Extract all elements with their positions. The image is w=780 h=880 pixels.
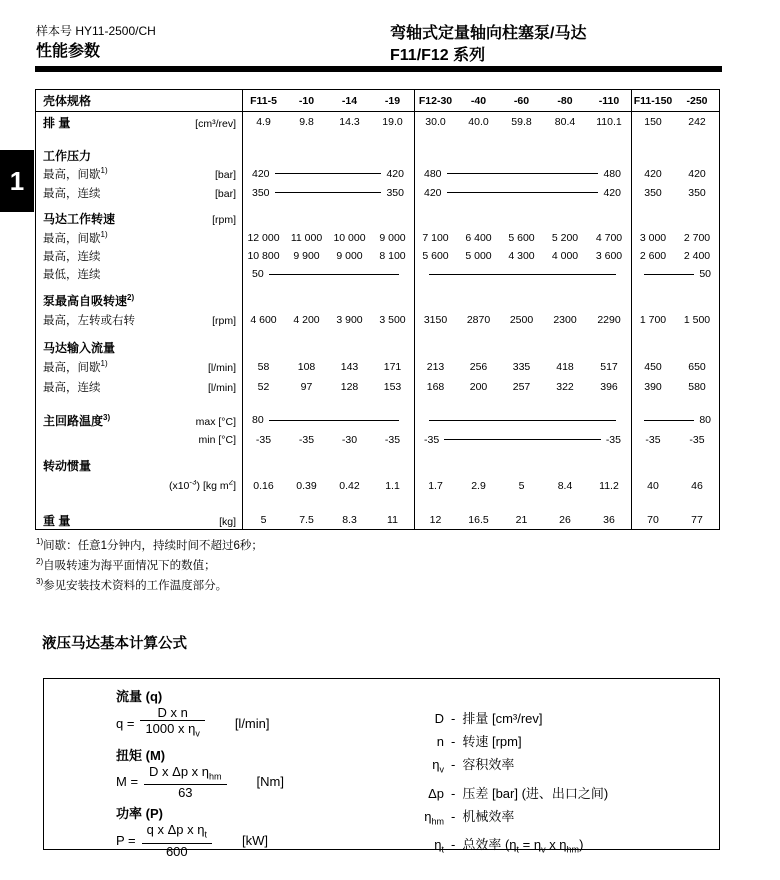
table-cell: 36 [603,514,615,526]
table-cell: 335 [512,361,531,373]
table-cell: 322 [556,380,574,393]
product-title: 弯轴式定量轴向柱塞泵/马达 [390,25,587,42]
table-cell: -30 [341,433,358,446]
table-cell: 213 [426,361,445,373]
range-line [269,420,399,421]
table-cell: 11 000 [290,231,323,244]
formulas-box [43,678,720,859]
formula-heading: 流量 (q) [116,689,163,704]
row-unit: (x10$^{-3}$) [kg m$^2$] [168,480,236,492]
page-title: 性能参数 [36,43,101,60]
table-cell: 8.4 [557,480,573,492]
table-header-cell: -110 [598,94,620,107]
table-cell: 168 [426,380,445,393]
table-cell: -35 [298,433,315,446]
table-cell: 10 000 [333,231,366,244]
spanned-value [414,274,631,275]
table-row [36,310,719,330]
formula-lhs: q = [116,715,135,731]
table-cell: -35 [645,433,661,446]
header-rule [35,66,722,72]
range-line [644,274,694,275]
formula-heading: 功率 (P) [116,806,163,822]
range-line [275,192,382,193]
table-cell: 7.5 [299,514,314,526]
table-cell: 110.1 [596,116,622,128]
table-cell: 19.0 [382,116,403,128]
table-section-row [36,290,719,310]
table-cell: 0.16 [253,480,274,492]
table-row [36,247,719,265]
footnote: $^{1)}$间歇：任意1分钟内，持续时间不超过6秒； [36,537,263,552]
table-cell: 5 [518,480,525,492]
table-cell: 9 900 [293,250,320,262]
table-cell: 650 [688,361,706,373]
formula-fraction: $\frac{D x \Delta p x \eta_{hm}}{63}$ [144,764,227,801]
table-row [36,510,719,530]
formula-unit: [l/min] [234,715,270,731]
table-cell: 396 [600,380,618,393]
row-label: 转动惯量 [43,458,92,473]
spanned-value: 350 350 [252,186,404,199]
footnote: $^{3)}$参见安装技术资料的工作温度部分。 [36,576,228,592]
spanned-value: 480 480 [424,167,621,180]
table-cell: 2 400 [683,250,711,262]
range-line [429,274,616,275]
table-cell: 11.2 [599,480,619,492]
table-cell: 350 [644,186,662,199]
row-label: 最高，间歇$^{1)}$ [43,359,108,374]
range-line [275,173,382,174]
row-label: 工作压力 [43,148,92,163]
table-cell: 12 000 [247,231,280,244]
row-unit: [rpm] [212,315,236,327]
range-line [644,420,694,421]
legend-item: $\eta_v$ - 容积效率 [402,753,608,782]
table-cell: 2290 [597,314,621,326]
table-cell: 108 [297,361,316,373]
table-cell: 10 800 [247,250,280,262]
spanned-value [414,420,631,421]
row-label: 马达输入流量 [43,341,116,355]
row-unit: [cm³/rev] [195,117,236,130]
table-cell: 256 [469,361,488,373]
table-cell: 9 000 [336,250,363,262]
table-cell: -35 [689,433,705,446]
table-cell: 46 [691,480,703,492]
table-cell: 11 [387,514,398,526]
table-row [36,430,719,449]
range-line [444,439,601,440]
table-cell: 242 [688,116,706,128]
table-cell: 6 400 [465,231,492,244]
table-row [36,183,719,202]
legend-symbol: $\eta_{hm}$ [424,808,444,827]
table-cell: 3 500 [379,314,406,326]
formula-power [116,805,284,859]
spanned-value: 80 [242,414,414,426]
table-cell: 5 200 [551,231,579,244]
table-cell: 2300 [553,314,577,326]
legend-text: 转速 [rpm] [462,734,522,749]
table-row [36,410,719,430]
formula-lhs: M = [116,774,139,790]
table-cell: 9.8 [299,116,314,128]
table-cell: 2 600 [639,250,667,262]
range-line [269,274,399,275]
spec-table [35,89,720,530]
row-unit: [l/min] [207,381,236,394]
series-title: F11/F12 系列 [390,47,486,64]
table-cell: -35 [255,433,272,446]
table-row [36,357,719,377]
table-cell: 70 [647,514,659,526]
table-cell: 40 [647,480,659,492]
spanned-value: 420 420 [424,186,621,199]
formula-torque [116,747,284,801]
spacer-row [36,330,719,338]
table-cell: 7 100 [422,231,449,244]
legend-text: 排量 [cm³/rev] [462,711,543,726]
table-row [36,164,719,183]
row-label: 最高，间歇$^{1)}$ [43,229,108,245]
table-cell: 14.3 [339,116,360,128]
table-cell: 390 [644,380,662,393]
table-cell: 257 [512,380,531,393]
table-header-cell: -14 [341,94,358,107]
table-cell: 5 600 [508,231,535,244]
table-cell: 4 000 [551,250,579,262]
legend-symbol: $\eta_t$ [434,837,444,855]
formula-heading: 扭矩 (M) [116,747,166,763]
range-line [447,173,599,174]
row-unit: [kg] [219,515,236,528]
legend-item: Δp - 压差 [bar] (进、出口之间) [402,782,608,805]
table-cell: 12 [429,514,442,526]
legend-item: n - 转速 [rpm] [402,730,608,753]
table-header-cell: -250 [686,94,708,107]
table-cell: 97 [300,380,313,393]
table-cell: 418 [556,361,574,373]
formula-flow [116,688,284,742]
formula-legend [402,707,608,862]
table-cell: 4.9 [256,116,271,128]
table-header-cell: -60 [513,94,530,107]
row-unit: [bar] [214,168,236,181]
table-cell: 2.9 [471,480,486,492]
table-cell: 77 [691,514,703,526]
formula-unit: [Nm] [256,774,284,790]
table-cell: 1.7 [428,480,443,492]
row-label: 最高，间歇$^{1)}$ [43,165,108,181]
table-cell: 350 [688,186,706,199]
legend-text: 机械效率 [462,808,515,824]
table-section-row [36,208,719,228]
formula-column [116,688,284,864]
table-cell: 16.5 [468,514,489,526]
table-header-cell: -10 [298,94,315,107]
table-cell: 128 [340,380,359,393]
table-header-cell: F12-30 [418,94,453,107]
table-row [36,377,719,396]
table-header-cell: -19 [384,94,401,107]
range-line [429,420,616,421]
table-cell: 580 [688,380,706,393]
table-cell: 52 [257,380,270,393]
footnotes [36,534,263,593]
table-cell: 2500 [509,314,534,326]
legend-item: $\eta_{hm}$ - 机械效率 [402,805,608,834]
table-divider [242,90,243,529]
table-cell: 0.42 [339,480,360,492]
table-row [36,265,719,283]
table-row [36,475,719,497]
row-unit: [l/min] [207,362,236,374]
table-cell: 1 700 [639,314,667,326]
legend-item: $\eta_t$ - 总效率 ($\eta_t = \eta_v$ x $\eta_{hm}$) [402,833,608,862]
table-cell: 2870 [466,314,491,326]
table-row [36,112,719,132]
spanned-value: 50 [242,268,414,280]
table-divider [414,90,415,529]
legend-text: 总效率 ($\eta_t = \eta_v$ x $\eta_{hm}$) [462,837,584,855]
table-cell: 171 [383,361,402,373]
spacer-row [36,283,719,290]
table-cell: 200 [469,380,488,393]
row-label: 主回路温度$^{3)}$ [43,412,111,428]
table-header-cell: -80 [557,94,573,107]
row-unit: max [°C] [195,415,236,428]
row-label: 最高，左转或右转 [43,315,135,327]
formulas-title: 液压马达基本计算公式 [42,636,187,652]
table-cell: 30.0 [425,116,446,128]
row-label: 最高，连续 [43,187,101,200]
legend-text: 压差 [bar] (进、出口之间) [462,785,609,801]
range-line [447,192,599,193]
table-cell: 80.4 [554,116,576,128]
table-cell: 153 [383,380,402,393]
table-cell: 3 000 [639,231,667,244]
spacer-row [36,396,719,410]
spacer-row [36,497,719,510]
row-label: 排 量 [43,115,71,130]
row-label: 泵最高自吸转速$^{2)}$ [43,292,135,308]
table-divider [631,90,632,529]
legend-item: D - 排量 [cm³/rev] [402,707,608,730]
legend-symbol: n [436,734,444,749]
spanned-value: 80 [631,414,719,426]
table-cell: 4 700 [595,231,623,244]
table-cell: 420 [644,167,662,180]
table-cell: 5 [260,514,267,526]
table-section-row [36,455,719,475]
row-label: 最低，连续 [43,269,101,281]
table-cell: 517 [600,361,618,373]
table-cell: 1 500 [683,314,711,326]
table-header-cell: 壳体规格 [43,94,92,108]
row-unit: [bar] [214,187,236,200]
table-cell: 40.0 [468,116,489,128]
table-cell: 5 600 [422,250,449,262]
table-cell: 3 900 [336,314,363,326]
row-label: 最高，连续 [43,381,101,394]
table-cell: 58 [257,361,270,373]
formula-fraction: $\frac{\text{D x n}}{1000 x \eta_v}$ [140,705,204,742]
spanned-value: 420 420 [252,167,404,180]
row-label: 重 量 [43,513,71,528]
table-header-cell: F11-5 [250,94,277,107]
footnote: $^{2)}$自吸转速为海平面情况下的数值； [36,556,216,572]
table-cell: 21 [515,514,528,526]
formula-lhs: P = [116,832,136,848]
formula-unit: [kW] [241,832,268,848]
legend-text: 容积效率 [462,757,515,772]
table-section-row [36,338,719,357]
table-header-cell: -40 [470,94,487,107]
table-cell: 1.1 [385,480,400,492]
table-cell: 59.8 [511,116,532,128]
catalog-number: 样本号 HY11-2500/CH [36,24,156,38]
spacer-row [36,132,719,146]
legend-symbol: Δp [428,785,444,801]
spanned-value: -35 -35 [424,433,621,446]
table-cell: 3 600 [595,250,623,262]
table-row [36,228,719,247]
table-cell: 5 000 [465,250,492,262]
table-cell: -35 [384,433,401,446]
table-cell: 4 600 [250,314,277,326]
table-cell: 143 [340,361,359,373]
table-section-row [36,146,719,164]
legend-symbol: $\eta_v$ [432,757,444,775]
table-cell: 2 700 [683,231,711,244]
row-unit: [rpm] [212,213,236,226]
row-unit: min [°C] [198,433,236,446]
table-header-row [36,90,719,112]
row-label: 最高，连续 [43,251,101,263]
table-cell: 4 300 [508,250,535,262]
table-cell: 8 100 [379,250,406,262]
table-cell: 8.3 [342,514,357,526]
table-cell: 0.39 [296,480,317,492]
formula-fraction: $\frac{q x \Delta p x \eta_t}{600}$ [142,822,212,859]
chapter-tab: 1 [0,150,34,212]
spanned-value: 50 [631,268,719,280]
table-cell: 420 [688,167,706,180]
table-header-cell: F11-150 [633,94,673,107]
row-label: 马达工作转速 [43,211,116,226]
table-cell: 3150 [423,314,448,326]
table-cell: 150 [644,116,662,128]
table-cell: 9 000 [379,231,406,244]
table-cell: 26 [559,514,571,526]
legend-symbol: D [434,711,444,726]
table-cell: 4 200 [293,314,320,326]
table-cell: 450 [644,361,662,373]
